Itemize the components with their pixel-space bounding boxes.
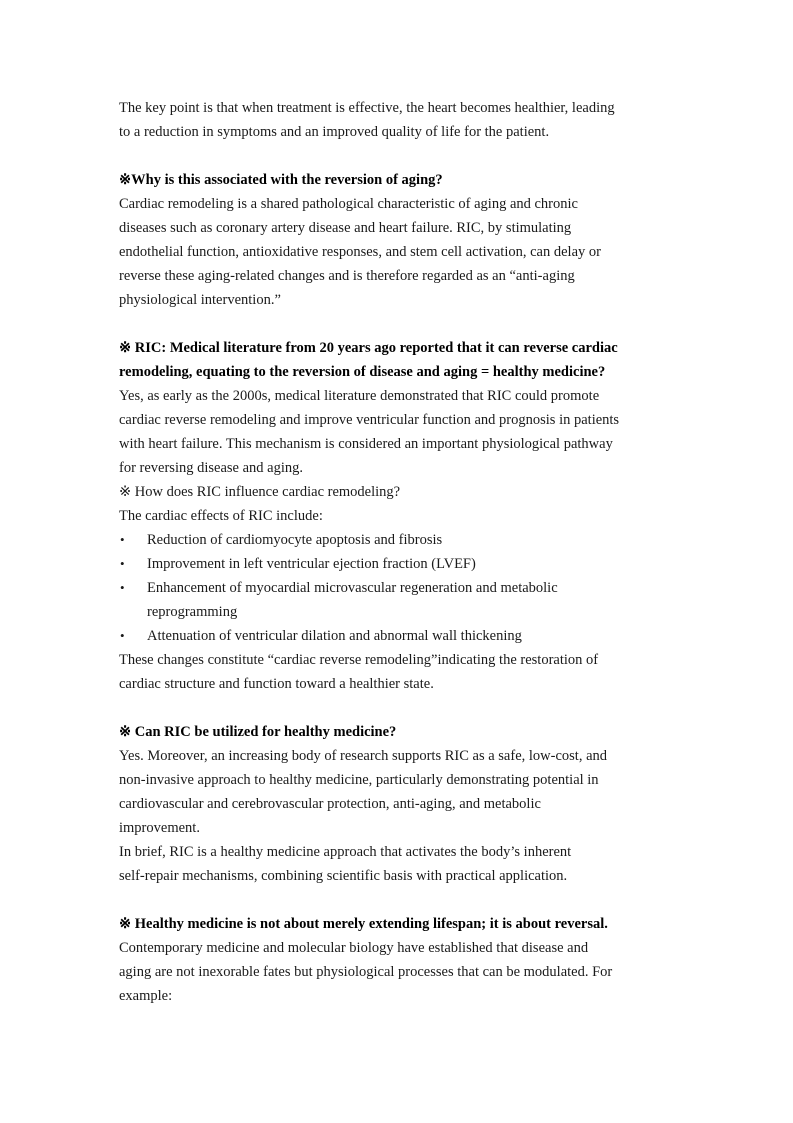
bullet-item-line <box>119 576 679 600</box>
document-content <box>119 96 679 1008</box>
bullet-icon: • <box>120 628 125 643</box>
blank-line <box>119 696 679 720</box>
paragraph-line: endothelial function, antioxidative responses, and stem cell activation, can delay or <box>119 244 601 260</box>
paragraph-line: example: <box>119 988 173 1004</box>
bullet-text: Reduction of cardiomyocyte apoptosis and fibrosis <box>147 532 443 548</box>
section-heading-line: ※Why is this associated with the reversion of aging? <box>119 172 443 188</box>
bullet-text: Improvement in left ventricular ejection fraction (LVEF) <box>147 556 476 572</box>
bullet-icon: • <box>120 580 125 595</box>
paragraph-line: physiological intervention.” <box>119 292 281 308</box>
paragraph-line: aging are not inexorable fates but physiological processes that can be modulated. For <box>119 964 613 980</box>
bullet-item-line <box>119 624 679 648</box>
paragraph-line: reverse these aging-related changes and is therefore regarded as an “anti-aging <box>119 268 575 284</box>
paragraph-line: In brief, RIC is a healthy medicine approach that activates the body’s inherent <box>119 844 572 860</box>
paragraph-line: Cardiac remodeling is a shared pathological characteristic of aging and chronic <box>119 196 578 212</box>
blank-line <box>119 144 679 168</box>
bullet-item-line <box>119 528 679 552</box>
section-heading-line: ※ RIC: Medical literature from 20 years ago reported that it can reverse cardiac <box>119 340 618 356</box>
paragraph-line: to a reduction in symptoms and an improved quality of life for the patient. <box>119 124 550 140</box>
paragraph-line: non-invasive approach to healthy medicine, particularly demonstrating potential in <box>119 772 599 788</box>
bullet-item-line <box>119 552 679 576</box>
paragraph-line: cardiac reverse remodeling and improve ventricular function and prognosis in patients <box>119 412 620 428</box>
bullet-icon: • <box>120 532 125 547</box>
bullet-item-line <box>119 600 679 624</box>
section-heading-line: ※ Can RIC be utilized for healthy medicine? <box>119 724 397 740</box>
bullet-text: Enhancement of myocardial microvascular regeneration and metabolic <box>147 580 558 596</box>
paragraph-line: cardiovascular and cerebrovascular protection, anti-aging, and metabolic <box>119 796 541 812</box>
paragraph-line: ※ How does RIC influence cardiac remodeling? <box>119 484 401 500</box>
paragraph-line: improvement. <box>119 820 200 836</box>
blank-line <box>119 888 679 912</box>
paragraph-line: self-repair mechanisms, combining scientific basis with practical application. <box>119 868 568 884</box>
bullet-icon: • <box>120 556 125 571</box>
paragraph-line: diseases such as coronary artery disease and heart failure. RIC, by stimulating <box>119 220 572 236</box>
paragraph-line: Yes. Moreover, an increasing body of research supports RIC as a safe, low-cost, and <box>119 748 608 764</box>
bullet-text: reprogramming <box>147 604 238 620</box>
paragraph-line: Contemporary medicine and molecular biology have established that disease and <box>119 940 589 956</box>
blank-line <box>119 312 679 336</box>
paragraph-line: Yes, as early as the 2000s, medical literature demonstrated that RIC could promote <box>119 388 600 404</box>
section-heading-line: remodeling, equating to the reversion of disease and aging = healthy medicine? <box>119 364 606 380</box>
paragraph-line: with heart failure. This mechanism is considered an important physiological pathway <box>119 436 613 452</box>
paragraph-line: The key point is that when treatment is effective, the heart becomes healthier, leading <box>119 100 615 116</box>
paragraph-line: These changes constitute “cardiac reverse remodeling”indicating the restoration of <box>119 652 599 668</box>
paragraph-line: for reversing disease and aging. <box>119 460 304 476</box>
paragraph-line: cardiac structure and function toward a healthier state. <box>119 676 434 692</box>
paragraph-line: The cardiac effects of RIC include: <box>119 508 323 524</box>
section-heading-line: ※ Healthy medicine is not about merely extending lifespan; it is about reversal. <box>119 916 608 932</box>
bullet-text: Attenuation of ventricular dilation and abnormal wall thickening <box>147 628 522 644</box>
